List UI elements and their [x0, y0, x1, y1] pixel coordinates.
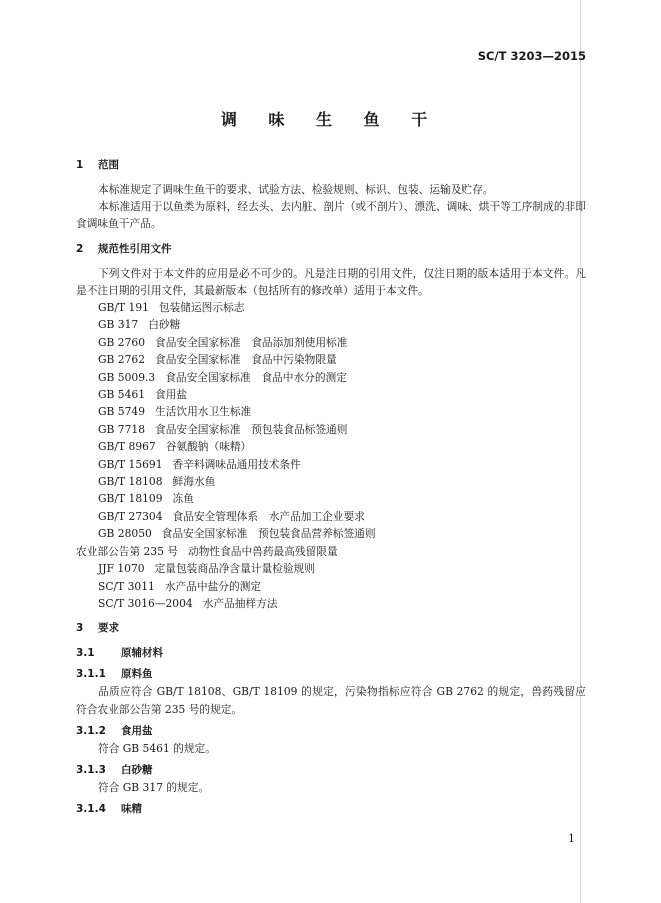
salt-text: 符合 GB 5461 的规定。	[98, 741, 216, 755]
reference-code: SC/T 3011	[98, 579, 155, 593]
reference-item	[76, 316, 586, 333]
standard-number: SC/T 3203—2015	[477, 49, 586, 63]
reference-code: GB 317	[98, 318, 139, 332]
reference-item	[76, 595, 586, 612]
subsection-number: 3.1.1	[76, 668, 106, 681]
reference-title: 食品安全国家标准 预包装食品营养标签通则	[161, 527, 376, 541]
section-3-heading	[76, 619, 586, 637]
reference-code: GB 5749	[98, 405, 145, 419]
reference-title: 食品安全管理体系 水产品加工企业要求	[172, 509, 365, 523]
document-title: 调 味 生 鱼 干	[220, 110, 441, 129]
reference-code: GB/T 191	[98, 301, 149, 315]
reference-title: 水产品中盐分的测定	[164, 579, 262, 593]
subsection-title: 原料鱼	[121, 668, 153, 681]
reference-code: GB/T 27304	[98, 509, 163, 523]
reference-title: 谷氨酸钠（味精）	[165, 440, 252, 454]
reference-code: SC/T 3016—2004	[98, 596, 193, 610]
reference-item	[76, 578, 586, 595]
references-intro: 下列文件对于本文件的应用是必不可少的。凡是注日期的引用文件，仅注日期的版本适用于本文件。凡是不注日期的引用文件，其最新版本（包括所有的修改单）适用于本文件。	[76, 266, 586, 297]
reference-title: 食品安全国家标准 食品中污染物限量	[155, 353, 337, 367]
reference-item	[76, 351, 586, 368]
reference-code: GB 28050	[98, 527, 152, 541]
reference-title: 水产品抽样方法	[202, 596, 278, 610]
reference-item	[76, 560, 586, 577]
reference-code: GB 5009.3	[98, 370, 156, 384]
reference-item	[76, 403, 586, 420]
sugar-text: 符合 GB 317 的规定。	[98, 780, 210, 794]
reference-code: GB 5461	[98, 388, 145, 402]
reference-title: 香辛料调味品通用技术条件	[172, 457, 301, 471]
reference-title: 食品安全国家标准 预包装食品标签通则	[155, 422, 348, 436]
reference-code: JJF 1070	[98, 562, 145, 576]
subsection-title: 食用盐	[121, 724, 153, 737]
reference-code: GB/T 15691	[98, 457, 163, 471]
raw-fish-text: 品质应符合 GB/T 18108、GB/T 18109 的规定，污染物指标应符合 GB 2762 的规定，兽药残留应符合农业部公告第 235 号的规定。	[76, 685, 586, 716]
reference-code: 农业部公告第 235 号	[76, 544, 179, 558]
reference-code: GB/T 18109	[98, 492, 163, 506]
page-number: 1	[568, 832, 575, 845]
section-title: 要求	[98, 622, 119, 635]
reference-code: GB 7718	[98, 422, 145, 436]
section-number: 3	[76, 622, 84, 635]
subsection-3-1-3-heading	[76, 761, 586, 779]
subsection-title: 白砂糖	[121, 763, 153, 776]
section-number: 2	[76, 242, 84, 255]
section-title: 范围	[98, 159, 119, 171]
reference-code: GB 2762	[98, 353, 145, 367]
reference-title: 鲜海水鱼	[172, 475, 216, 489]
reference-item	[76, 334, 586, 351]
reference-item	[76, 421, 586, 438]
reference-code: GB/T 8967	[98, 440, 156, 454]
subsection-3-1-2-heading	[76, 722, 586, 740]
subsection-title: 原辅材料	[121, 647, 163, 660]
scope-paragraph-2: 本标准适用于以鱼类为原料，经去头、去内脏、剖片（或不剖片）、漂洗、调味、烘干等工序制成的非即食调味鱼干产品。	[76, 200, 586, 231]
reference-item	[76, 456, 586, 473]
subsection-title: 味精	[121, 803, 142, 816]
reference-code: GB/T 18108	[98, 475, 163, 489]
scope-paragraph-1: 本标准规定了调味生鱼干的要求、试验方法、检验规则、标识、包装、运输及贮存。	[98, 183, 494, 196]
reference-title: 生活饮用水卫生标准	[155, 405, 252, 419]
reference-title: 定量包装商品净含量计量检验规则	[154, 562, 315, 576]
subsection-3-1-1-heading	[76, 665, 586, 683]
reference-item	[76, 386, 586, 403]
reference-item	[76, 438, 586, 455]
subsection-3-1-heading	[76, 644, 586, 662]
reference-title: 食用盐	[155, 388, 188, 402]
section-1-heading	[76, 156, 586, 174]
subsection-number: 3.1	[76, 647, 95, 660]
reference-item	[76, 525, 586, 542]
reference-item	[76, 473, 586, 490]
subsection-number: 3.1.2	[76, 724, 106, 737]
reference-title: 包装储运图示标志	[158, 301, 245, 315]
reference-item	[76, 543, 586, 560]
reference-title: 食品安全国家标准 食品中水分的测定	[165, 370, 347, 384]
reference-title: 动物性食品中兽药最高残留限量	[188, 544, 338, 558]
reference-list	[76, 299, 586, 612]
reference-title: 食品安全国家标准 食品添加剂使用标准	[155, 335, 348, 349]
document-body	[76, 156, 586, 818]
reference-code: GB 2760	[98, 335, 145, 349]
reference-item	[76, 299, 586, 316]
reference-item	[76, 508, 586, 525]
section-title: 规范性引用文件	[98, 242, 172, 255]
subsection-3-1-4-heading	[76, 800, 586, 818]
subsection-number: 3.1.4	[76, 803, 106, 816]
subsection-number: 3.1.3	[76, 763, 106, 776]
section-number: 1	[76, 159, 84, 171]
reference-item	[76, 490, 586, 507]
section-2-heading	[76, 240, 586, 258]
reference-title: 白砂糖	[148, 318, 181, 332]
reference-title: 冻鱼	[172, 492, 194, 506]
reference-item	[76, 369, 586, 386]
